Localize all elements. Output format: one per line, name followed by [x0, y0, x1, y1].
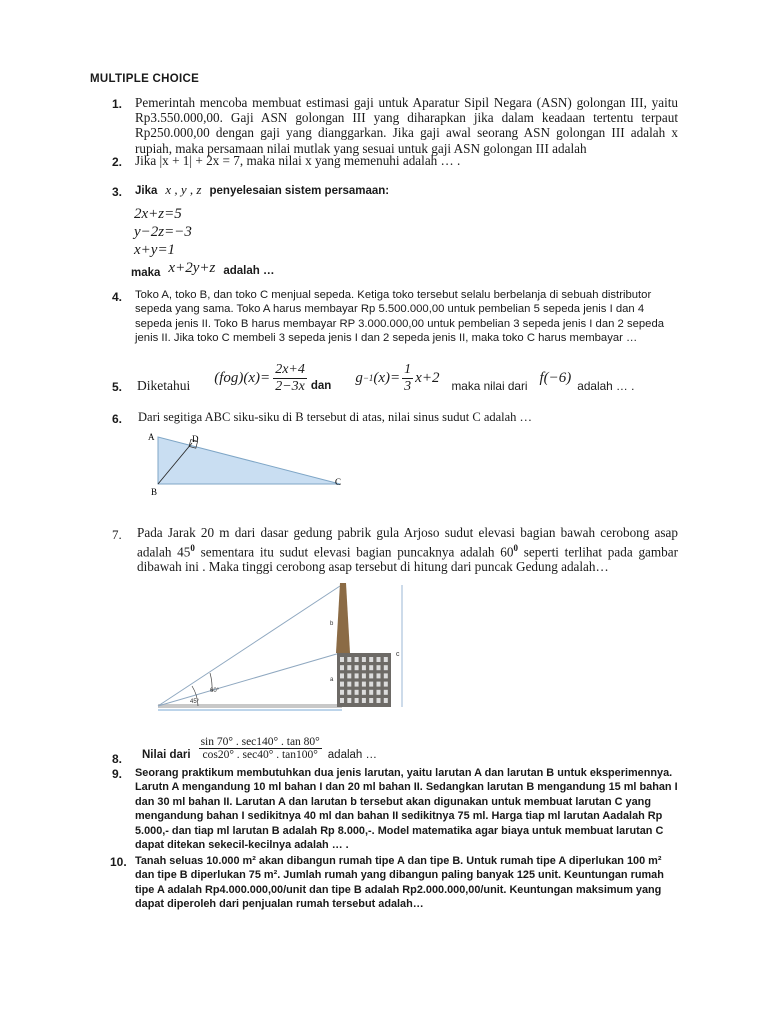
label-b: B — [151, 487, 158, 497]
q5-ginv-x: (x)= — [373, 369, 401, 386]
q3-maka: maka — [131, 267, 161, 279]
q5-g-tail: x+2 — [415, 369, 440, 386]
building-window — [369, 657, 373, 662]
building-window — [384, 665, 388, 670]
q3-equation-3: x+y=1 — [134, 242, 176, 258]
sight-line-bottom — [158, 653, 340, 706]
building-window — [340, 673, 344, 678]
q8-line — [142, 731, 377, 765]
building-window — [340, 682, 344, 687]
building-window — [340, 665, 344, 670]
building-window — [355, 698, 359, 703]
q3-vars: x , y , z — [165, 182, 202, 197]
building-window — [362, 657, 366, 662]
label-d: D — [192, 434, 199, 444]
label-a: A — [148, 432, 155, 442]
building-window — [347, 673, 351, 678]
building-window — [377, 690, 381, 695]
building-window — [377, 698, 381, 703]
q5-fog-denominator: 2−3x — [275, 378, 305, 394]
q8-pre: Nilai dari — [142, 749, 191, 761]
building-window — [355, 673, 359, 678]
q5-pre: Diketahui — [137, 378, 191, 393]
building-window — [355, 665, 359, 670]
q4-number: 4. — [112, 290, 123, 304]
ground-strip — [158, 704, 342, 708]
q1-text: Pemerintah mencoba membuat estimasi gaji untuk Aparatur Sipil Negara (ASN) golongan III, yaitu Rp3.550.000,00. Gaji ASN golongan III yang diharapkan jika dalam keadaan tertentu terpaut Rp250.000,00 dengan gaji yang dianggarkan. Jika gaji awal seorang ASN golongan III adalah x rupiah, maka persamaan nilai mutlak yang sesuai untuk gaji ASN golongan III adalah — [135, 95, 678, 156]
triangle-abc — [158, 437, 340, 484]
q7-text-2: sementara itu sudut elevasi bagian puncaknya adalah 60 — [194, 543, 514, 559]
q3-intro — [135, 181, 655, 199]
q3-tail: adalah … — [223, 265, 275, 277]
building-window — [347, 690, 351, 695]
building-window — [340, 657, 344, 662]
building-window — [369, 673, 373, 678]
q3-equation-2: y−2z=−3 — [134, 224, 192, 240]
q1-number: 1. — [112, 97, 123, 111]
q8-denominator: cos20° . sec40° . tan100° — [202, 748, 318, 761]
building-window — [362, 698, 366, 703]
angle-label-60: 60° — [210, 688, 220, 694]
q5-g-denominator: 3 — [404, 378, 412, 394]
q10-text: Tanah seluas 10.000 m² akan dibangun rumah tipe A dan tipe B. Untuk rumah tipe A diperlukan 100 m² dan tipe B diperlukan 75 m². Jumlah rumah yang dibangun paling banyak 125 unit. Keuntungan rumah tipe A adalah Rp4.000.000,00/unit dan tipe B adalah Rp2.000.000,00/unit. Keuntungan maksimum yang dapat diperoleh dari penjualan rumah tersebut adalah… — [135, 855, 664, 911]
building-window — [384, 673, 388, 678]
building-window — [340, 698, 344, 703]
building-window — [347, 682, 351, 687]
q7-sup-1: 0 — [190, 542, 195, 553]
q7-text-3: seperti terlihat pada gambar dibawah ini . Maka tinggi cerobong asap tersebut di hitung dari puncak Gedung adalah… — [137, 543, 679, 575]
building-window — [377, 665, 381, 670]
building-window — [377, 673, 381, 678]
q3-post: penyelesaian sistem persamaan: — [209, 185, 390, 197]
sight-line-top — [158, 586, 340, 706]
q6-text: Dari segitiga ABC siku-siku di B tersebut di atas, nilai sinus sudut C adalah … — [138, 410, 533, 424]
q5-post: maka nilai dari — [451, 379, 528, 393]
building-window — [369, 665, 373, 670]
building-window — [347, 657, 351, 662]
q3-number: 3. — [112, 185, 123, 199]
building-window — [347, 698, 351, 703]
q3-pre: Jika — [135, 185, 158, 197]
q7-text — [137, 525, 678, 575]
building-window — [347, 665, 351, 670]
q8-number: 8. — [112, 752, 123, 766]
q5-fog-numerator: 2x+4 — [275, 361, 305, 377]
label-b: b — [330, 621, 334, 627]
building-window — [384, 682, 388, 687]
q4-text: Toko A, toko B, dan toko C menjual sepeda. Ketiga toko tersebut selalu berbelanja di sebuah distributor sepeda yang sama. Toko A harus membayar Rp 5.500.000,00 untuk pembelian 5 sepeda jenis I dan 4 sepeda jenis II. Toko B harus membayar RP 3.000.000,00 untuk pembelian 3 sepeda jenis I dan 2 sepeda jenis II. Jika toko C membeli 3 sepeda jenis I dan 2 sepeda jenis II, maka toko C harus membayar … — [135, 289, 665, 344]
q2-text: Jika |x + 1| + 2x = 7, maka nilai x yang memenuhi adalah … . — [135, 153, 461, 168]
q6-triangle-figure — [140, 428, 350, 498]
q5-g-fraction — [402, 362, 413, 395]
q7-text-1: Pada Jarak 20 m dari dasar gedung pabrik gula Arjoso sudut elevasi bagian bawah cerobong asap adalah 45 — [137, 525, 678, 559]
building-window — [369, 682, 373, 687]
q7-sup-2: 0 — [513, 542, 518, 553]
chimney — [336, 583, 350, 653]
q8-numerator: sin 70° . sec140° . tan 80° — [200, 735, 320, 748]
building-window — [355, 690, 359, 695]
q9-number: 9. — [112, 767, 123, 781]
q5-ginv-sup: −1 — [362, 373, 374, 383]
q6-number: 6. — [112, 412, 123, 426]
building-window — [362, 690, 366, 695]
building-window — [369, 690, 373, 695]
building-window — [384, 698, 388, 703]
q5-number: 5. — [112, 380, 123, 394]
building-window — [340, 690, 344, 695]
angle-label-45: 45° — [190, 699, 200, 705]
q5-line — [137, 358, 634, 398]
q8-fraction — [199, 736, 322, 761]
q3-expression: x+2y+z — [168, 260, 216, 276]
building-window — [377, 682, 381, 687]
q3-equation-1: 2x+z=5 — [134, 206, 182, 222]
label-c: c — [396, 651, 400, 658]
q5-dan: dan — [310, 380, 332, 392]
building-window — [355, 657, 359, 662]
building-window — [362, 665, 366, 670]
building-window — [362, 673, 366, 678]
q5-f-value: f(−6) — [539, 369, 572, 386]
section-header: MULTIPLE CHOICE — [90, 73, 200, 85]
q5-fog: (fog)(x)= — [214, 369, 271, 386]
q5-tail: adalah … . — [577, 379, 635, 393]
q5-fog-fraction — [273, 362, 307, 395]
label-c: C — [335, 477, 342, 487]
q7-number: 7. — [112, 527, 122, 542]
building-window — [377, 657, 381, 662]
q7-chimney-figure — [150, 583, 420, 723]
q5-g-numerator: 1 — [404, 361, 412, 377]
building-window — [384, 690, 388, 695]
q10-number: 10. — [110, 855, 127, 869]
building-window — [384, 657, 388, 662]
q8-tail: adalah … — [327, 749, 378, 761]
label-a: a — [330, 677, 334, 683]
q3-question — [131, 259, 274, 279]
building-window — [355, 682, 359, 687]
q2-number: 2. — [112, 155, 123, 169]
building-window — [369, 698, 373, 703]
building-window — [362, 682, 366, 687]
q5-ginv: g — [355, 369, 363, 386]
q9-text: Seorang praktikum membutuhkan dua jenis larutan, yaitu larutan A dan larutan B untuk eksperimennya. Larutn A mengandung 10 ml bahan I dan 20 ml bahan II. Sedangkan larutan B mengandung 15 ml bahan I dan 30 ml bahan II. Larutan A dan larutan b tersebut akan digunakan untuk membuat larutan C yang mengandung bahan I sedikitnya 40 ml dan bahan II sedikitnya 75 ml. Harga tiap ml larutan Aadalah Rp 5.000,- dan tiap ml larutan B adalah Rp 8.000,-. Model matematika agar biaya untuk membuat larutan C dapat ditekan sekecil-kecilnya adalah … . — [135, 767, 678, 852]
